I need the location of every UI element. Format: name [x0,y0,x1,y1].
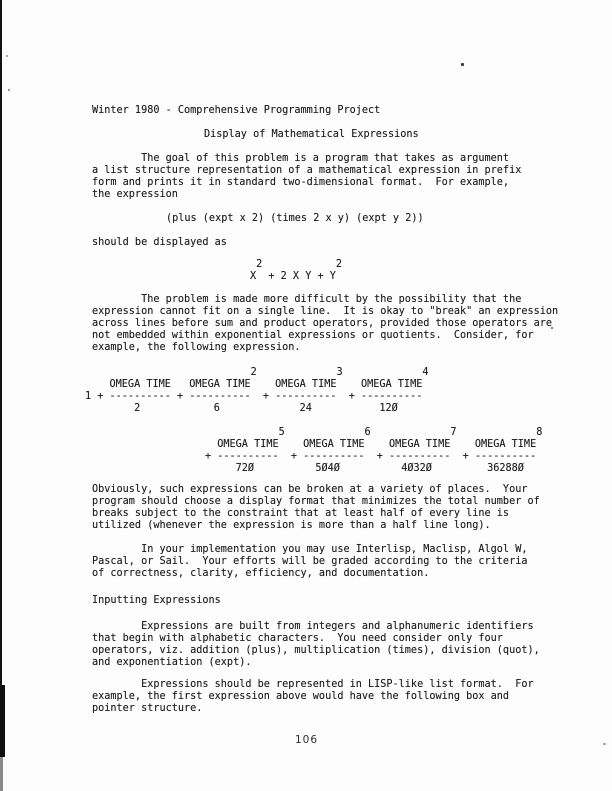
series-expression-line-2: 5 6 7 8 OMEGA TIME OMEGA TIME OMEGA TIME OMEGA TIME + ---------- + ---------- + ---------- + ---------- 72Ø 5Ø4Ø 4Ø32Ø 36288Ø [205,427,543,474]
series-expression-line-1: 2 3 4 OMEGA TIME OMEGA TIME OMEGA TIME OMEGA TIME 1 + ---------- + ---------- + ---------- + ---------- 2 6 24 12Ø [85,367,429,414]
header-line: Winter 1980 - Comprehensive Programming Project [92,105,381,116]
paragraph-list-format: Expressions should be represented in LISP-like list format. For example, the first expression above would have the following box and pointer structure. [92,679,534,714]
display-intro-line: should be displayed as [92,237,227,248]
page-number: 106 [295,734,319,746]
paragraph-goal: The goal of this problem is a program that takes as argument a list structure representation of a mathematical expression in prefix form and prints it in standard two-dimensional format. For example, the expression [92,153,522,200]
scan-edge-artifact-fade [0,757,3,791]
displayed-formula: 2 2 X + 2 X Y + Y [250,259,343,282]
scan-edge-artifact [0,0,2,791]
scan-speck [6,55,8,57]
document-title: Display of Mathematical Expressions [204,129,419,140]
scan-speck [603,743,606,745]
paragraph-operators: Expressions are built from integers and alphanumeric identifiers that begin with alphabetic characters. You need consider only four operators, viz. addition (plus), multiplication (times), division (quot), and exponentiation (expt). [92,621,540,668]
paragraph-languages: In your implementation you may use Interlisp, Maclisp, Algol W, Pascal, or Sail. Your efforts will be graded according to the criteria of correctness, clarity, efficiency, and documentation. [92,544,528,579]
scan-speck [8,89,10,91]
section-heading-inputting: Inputting Expressions [92,595,221,606]
scan-edge-artifact-lower [0,685,5,757]
lisp-expression: (plus (expt x 2) (times 2 x y) (expt y 2)) [166,213,424,224]
paragraph-break-strategy: Obviously, such expressions can be broken at a variety of places. Your program should choose a display format that minimizes the total number of breaks subject to the constraint that at least half of every line is utilized (whenever the expression is more than a half line long). [92,484,540,531]
scan-speck [461,63,464,66]
paragraph-line-breaking: The problem is made more difficult by the possibility that the expression cannot fit on a single line. It is okay to "break" an expression across lines before sum and product operators, provided those operators are not embedded within exponential expressions or quotients. Consider, for example, the following expression. [92,294,559,353]
